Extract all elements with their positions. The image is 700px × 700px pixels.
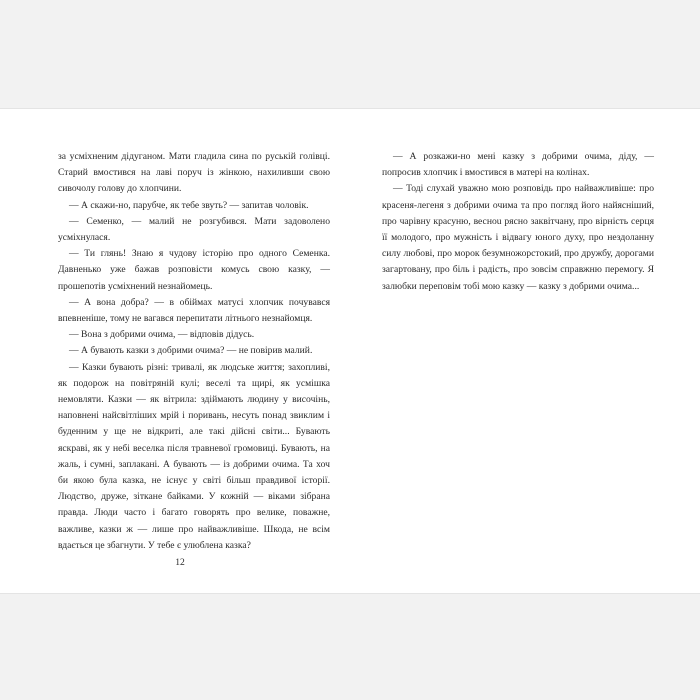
paragraph: — Вона з добрими очима, — відповів дідусь. bbox=[69, 329, 255, 341]
book-spread bbox=[0, 108, 700, 594]
paragraph: — А скажи-но, парубче, як тебе звуть? — запитав чоловік. bbox=[69, 199, 309, 211]
paragraph: — Семенко, — малий не розгубився. Мати задоволено усміхнулася. bbox=[58, 215, 330, 244]
right-page bbox=[382, 149, 654, 295]
paragraph: — Казки бувають різні: тривалі, як людське життя; захопливі, як подорож на повітряній кулі; веселі та щирі, як усмішка немовляти. Казки — як вітрила: здіймають людину у височінь, наповнені найсвітліших мрій і поривань, несуть понад звиклим і буденним у ще не відкриті, але такі дійсні світи... Бувають яскраві, як у небі веселка після травневої громовиці. Бувають, на жаль, і сумні, заплакані. А бувають — із добрими очима. Та хоч би якою була казка, не існує у світі більш правдивої історії. Людство, друже, зіткане байками. У кожній — віками зібрана правда. Люди часто і багато говорять про велике, поважне, важливе, казки ж — лише про найважливіше. Шкода, не всім вдається це збагнути. У тебе є улюблена казка? bbox=[58, 361, 330, 551]
paragraph: — А бувають казки з добрими очима? — не повірив малий. bbox=[69, 345, 313, 357]
paragraph: — Ти глянь! Знаю я чудову історію про одного Семенка. Давненько уже бажав розповісти комусь свою казку, — прошепотів усміхнений незнайомець. bbox=[58, 248, 330, 292]
paragraph: — А вона добра? — в обіймах матусі хлопчик почувався впевненіше, тому не вагався перепитати літнього незнайомця. bbox=[58, 296, 330, 325]
paragraph: — А розкажи-но мені казку з добрими очима, діду, — попросив хлопчик і вмостився в матері на колінах. bbox=[382, 151, 654, 179]
page-number: 12 bbox=[175, 557, 185, 568]
paragraph: — Тоді слухай уважно мою розповідь про найважливіше: про красеня-легеня з добрими очима та про погляд його найясніший, про чарівну красуню, веснou рясно заквітчану, про вірність серця її молодого, про мужність і відвагу юного духу, про нездоланну силу любові, про морок безумножорстокий, про дружбу, дорогами загартовану, про біль і радість, про зовсім справжню перемогу. Я залюбки переповім тобі мою казку — казку з добрими очима... bbox=[382, 183, 654, 292]
paragraph: за усміхненим дідуганом. Мати гладила сина по руській голівці. Старий вмостився на лаві поруч із жінкою, нахиливши свою сивочолу голову до хлопчини. bbox=[58, 151, 330, 195]
left-page bbox=[58, 149, 330, 554]
